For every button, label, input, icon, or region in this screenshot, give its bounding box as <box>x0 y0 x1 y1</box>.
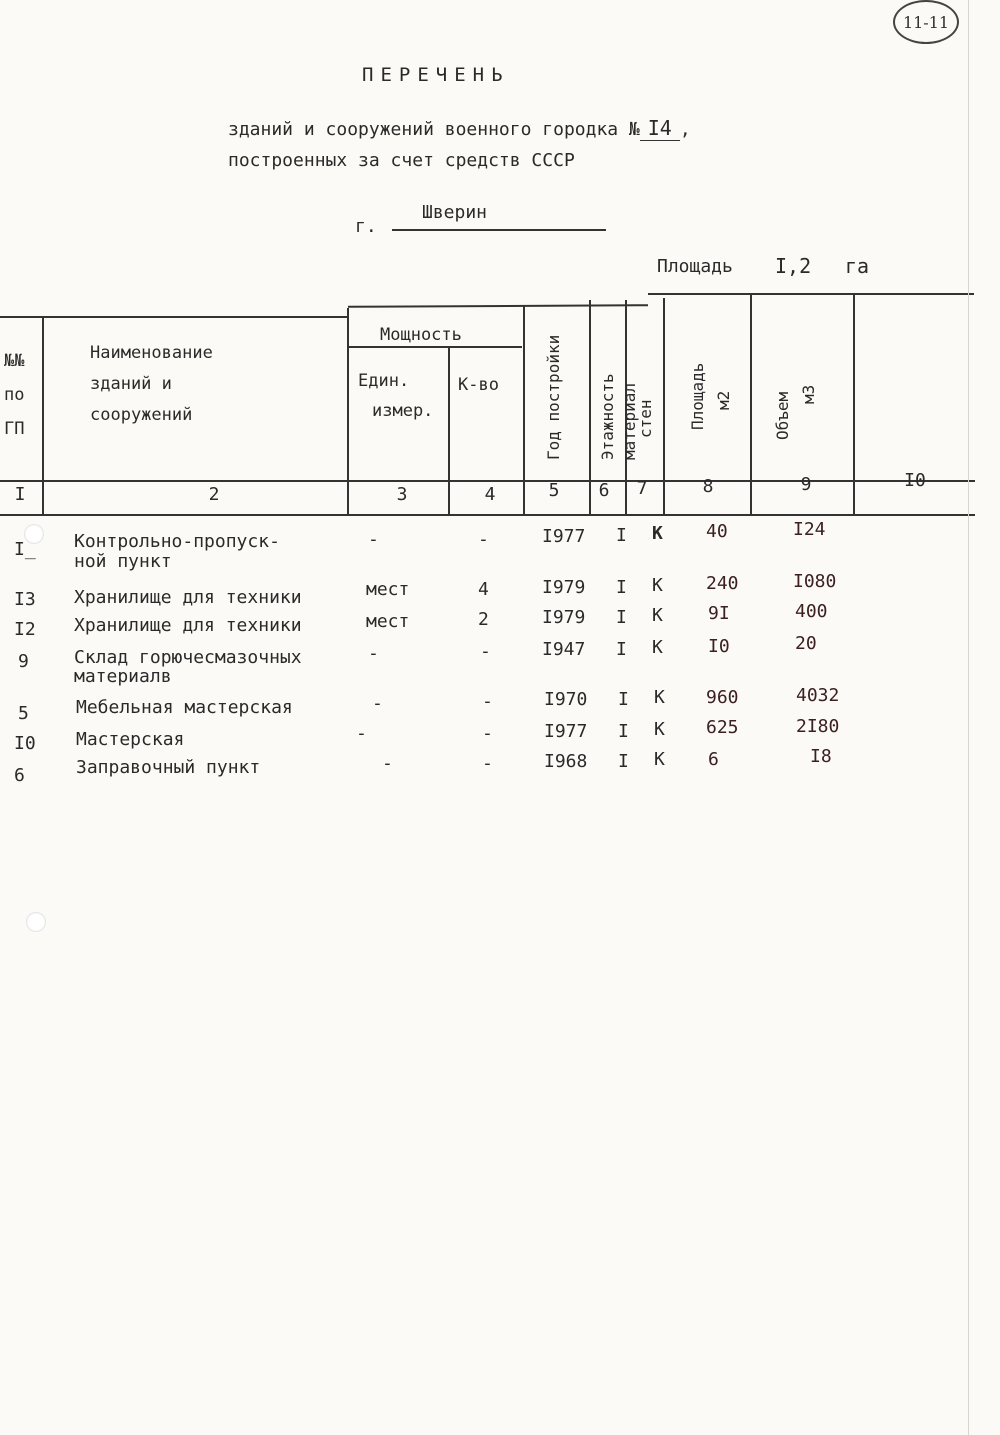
city-prefix: г. <box>355 216 377 237</box>
row-area: 960 <box>706 687 739 708</box>
row-volume: I24 <box>793 519 826 540</box>
header-material <box>622 383 654 460</box>
subtitle-line-1 <box>228 116 691 141</box>
row-material: К <box>652 575 663 596</box>
row-area: 9I <box>708 603 730 624</box>
row-name: Заправочный пункт <box>76 757 261 778</box>
row-gp: 6 <box>14 765 25 786</box>
row-name: Мастерская <box>76 729 185 750</box>
col-line-9 <box>853 295 855 515</box>
row-qty: 4 <box>478 579 489 600</box>
row-unit: мест <box>366 579 410 600</box>
row-name <box>74 532 280 572</box>
row-volume: I080 <box>793 571 837 592</box>
header-name-line-3: сооружений <box>90 405 193 425</box>
column-number: 6 <box>598 480 610 501</box>
header-volume <box>770 385 822 440</box>
header-gp-line-3: ГП <box>4 419 25 439</box>
column-number: 7 <box>636 478 648 499</box>
row-unit: мест <box>366 611 410 632</box>
row-gp: I0 <box>14 733 36 754</box>
number-row-border <box>0 514 975 516</box>
row-material: К <box>652 523 663 544</box>
row-gp: 5 <box>18 703 29 724</box>
header-name-line-1: Наименование <box>90 343 213 363</box>
town-number: I4 <box>640 116 680 141</box>
header-gp-line-1: №№ <box>4 351 25 371</box>
row-unit: - <box>382 753 393 774</box>
header-power: Мощность <box>380 325 462 345</box>
row-material: К <box>652 637 663 658</box>
column-number: 4 <box>484 484 496 505</box>
row-gp: I_ <box>14 539 36 560</box>
subtitle-prefix: зданий и сооружений военного городка № <box>228 119 640 140</box>
punch-hole-bottom <box>26 912 46 932</box>
row-gp: 9 <box>18 651 29 672</box>
table-top-border-right <box>348 304 648 307</box>
col-line-3 <box>448 346 450 515</box>
row-name-line-2: материалв <box>74 666 172 687</box>
row-year: I979 <box>542 577 586 598</box>
row-material: К <box>654 719 665 740</box>
header-area-line-2: м2 <box>714 390 733 410</box>
col-line-8 <box>750 295 752 515</box>
col-line-1 <box>42 316 44 515</box>
subtitle-line-2: построенных за счет средств СССР <box>228 150 575 171</box>
row-gp: I3 <box>14 589 36 610</box>
area-value: I,2 <box>775 254 812 278</box>
column-number: 8 <box>702 476 714 497</box>
row-year: I977 <box>544 721 588 742</box>
header-unit-line-1: Един. <box>358 371 410 391</box>
row-volume: 20 <box>795 633 817 654</box>
table-top-border-far <box>648 293 974 295</box>
document-title: ПЕРЕЧЕНЬ <box>362 64 510 86</box>
header-floors: Этажность <box>598 373 617 460</box>
header-volume-line-1: Объем <box>773 391 792 440</box>
row-year: I977 <box>542 526 586 547</box>
row-name: Хранилище для техники <box>74 587 302 608</box>
row-unit: - <box>356 723 367 744</box>
row-qty: - <box>478 529 489 550</box>
column-number: 3 <box>396 484 408 505</box>
header-name <box>90 338 213 431</box>
row-area: 6 <box>708 749 719 770</box>
row-material: К <box>654 687 665 708</box>
row-floors: I <box>616 607 627 628</box>
row-volume: 2I80 <box>796 716 840 737</box>
column-number: I <box>14 484 26 505</box>
header-unit-line-2: измер. <box>372 401 434 421</box>
city-name: Шверин <box>392 202 606 231</box>
row-year: I979 <box>542 607 586 628</box>
row-year: I970 <box>544 689 588 710</box>
row-gp: I2 <box>14 619 36 640</box>
row-floors: I <box>618 689 629 710</box>
header-gp <box>4 344 24 446</box>
row-year: I968 <box>544 751 588 772</box>
row-qty: 2 <box>478 609 489 630</box>
column-number: 5 <box>548 480 560 501</box>
header-area <box>685 363 737 430</box>
row-unit: - <box>368 643 379 664</box>
row-unit: - <box>372 693 383 714</box>
header-area-line-1: Площадь <box>688 362 707 430</box>
subtitle-suffix: , <box>679 119 691 140</box>
row-year: I947 <box>542 639 586 660</box>
header-year: Год постройки <box>544 334 563 460</box>
row-name: Хранилище для техники <box>74 615 302 636</box>
header-bottom-border <box>0 480 975 482</box>
row-volume: 4032 <box>796 685 840 706</box>
row-name: Мебельная мастерская <box>76 697 293 718</box>
table-top-border <box>0 316 348 318</box>
column-number: I0 <box>904 470 926 491</box>
header-material-line-2: стен <box>636 399 655 438</box>
row-material: К <box>652 605 663 626</box>
row-floors: I <box>616 577 627 598</box>
column-number: 2 <box>208 484 220 505</box>
row-area: 240 <box>706 573 739 594</box>
header-volume-line-2: м3 <box>799 384 818 404</box>
row-area: 625 <box>706 717 739 738</box>
row-qty: - <box>480 641 491 662</box>
header-material-line-1: материал <box>620 382 639 460</box>
column-number: 9 <box>800 474 812 495</box>
col-line-7 <box>663 298 665 515</box>
row-name-line-1: Склад горючесмазочных <box>74 647 302 668</box>
row-name-line-2: ной пункт <box>74 551 172 572</box>
col-line-4 <box>523 306 525 515</box>
row-floors: I <box>616 525 627 546</box>
row-area: 40 <box>706 521 728 542</box>
row-unit: - <box>368 529 379 550</box>
area-unit: га <box>845 254 870 278</box>
row-volume: I8 <box>810 746 832 767</box>
row-floors: I <box>616 639 627 660</box>
page-number-stamp: 11-11 <box>893 0 959 44</box>
row-material: К <box>654 749 665 770</box>
row-qty: - <box>482 723 493 744</box>
row-name <box>74 648 302 686</box>
area-label: Площадь <box>657 256 733 277</box>
row-floors: I <box>618 721 629 742</box>
row-floors: I <box>618 751 629 772</box>
header-unit <box>358 366 433 426</box>
header-name-line-2: зданий и <box>90 374 172 394</box>
row-qty: - <box>482 691 493 712</box>
header-qty: К-во <box>458 375 499 395</box>
row-qty: - <box>482 753 493 774</box>
row-volume: 400 <box>795 601 828 622</box>
row-name-line-1: Контрольно-пропуск- <box>74 531 280 552</box>
header-gp-line-2: по <box>4 385 25 405</box>
col-line-2 <box>347 308 349 515</box>
scan-edge-shadow <box>968 0 969 1435</box>
row-area: I0 <box>708 636 730 657</box>
